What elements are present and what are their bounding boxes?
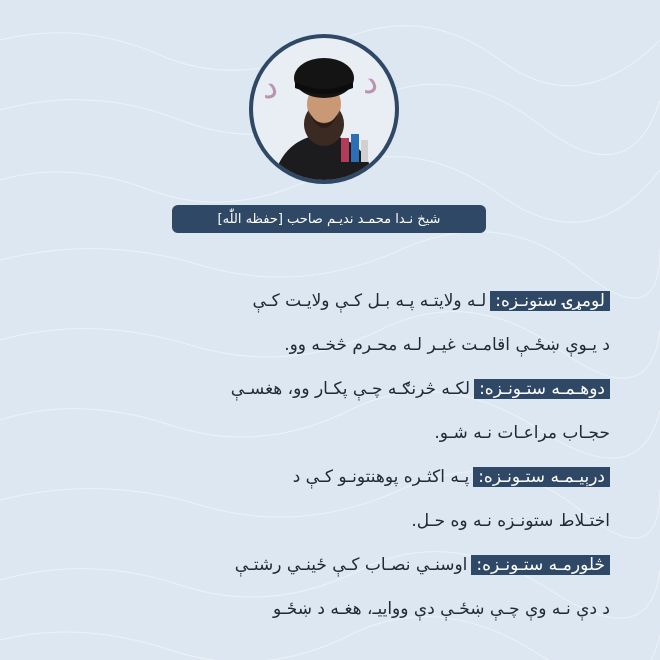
paragraph-text: اوسنـي نصـاب کـې ځینـي رشتـې <box>234 555 468 575</box>
person-portrait-icon <box>253 38 395 180</box>
paragraph-text: د یـوې ښځـې اقامـت غیـر لـه محـرم څخـه وو. <box>284 335 610 355</box>
paragraph-text: پـه اکثـره پوهنتونـو کـې د <box>292 467 470 487</box>
svg-text:د: د <box>263 67 279 107</box>
problem-label: دوهـمـه ستـونـزه: <box>474 379 610 399</box>
paragraph-line <box>90 334 610 356</box>
problem-label: څلورمـه ستـونـزه: <box>471 555 610 575</box>
portrait-avatar <box>249 34 399 184</box>
content-body <box>90 290 610 642</box>
paragraph-line <box>90 466 610 488</box>
paragraph-line <box>90 510 610 532</box>
paragraph-line <box>90 554 610 576</box>
paragraph-line <box>90 598 610 620</box>
svg-text:د: د <box>363 62 379 102</box>
paragraph-text: د دې نـه وې چـې ښځـې دې وواییـ، هغـه د ښځـو <box>272 599 610 619</box>
problem-label: درېیـمـه ستـونـزه: <box>473 467 610 487</box>
problem-label: لومړۍ ستونـزه: <box>490 291 610 311</box>
paragraph-text: لکـه څرنګـه چـې پکـار وو، هغسـې <box>230 379 471 399</box>
name-banner: شیخ نـدا محمـد ندیـم صاحب [حفظه اللّٰه] <box>172 205 486 233</box>
paragraph-text: اختـلاط ستونـزه نـه وه حـل. <box>411 511 610 531</box>
paragraph-line <box>90 422 610 444</box>
paragraph-line <box>90 378 610 400</box>
paragraph-line <box>90 290 610 312</box>
paragraph-text: لـه ولایتـه پـه بـل کـې ولایـت کـې <box>252 291 487 311</box>
paragraph-text: حجـاب مراعـات نـه شـو. <box>434 423 610 443</box>
